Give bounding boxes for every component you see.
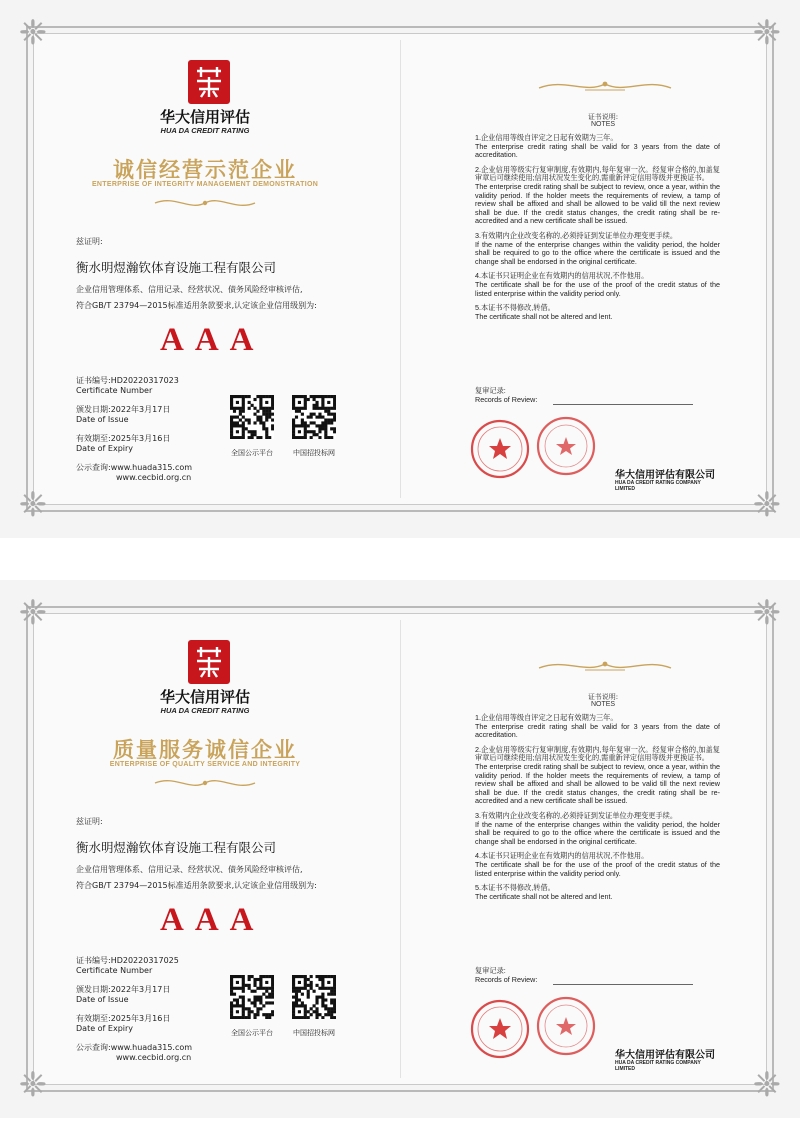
- note-item: 5.本证书不得修改,转借。 The certificate shall not be altered and lent.: [475, 883, 613, 901]
- corner-flourish-icon: ❈: [752, 1065, 782, 1105]
- note-item: 2.企业信用等级实行复审制度,有效期内,每年复审一次。经复审合格的,加盖复审章后可继续使用;信用状况发生变化的,需重新评定信用等级并更换证书。 The enterprise credit rating shall be subject to review, once a year, within the validity period. If the holder meets the requirements of review, a tamp of review shall be affixed and shall be allowed to be valid till the next review shall be due. If the credit status changes, the credit rating shall be re-accredited and a new certificate shall be issued.: [475, 744, 720, 806]
- certificate-title-en: ENTERPRISE OF INTEGRITY MANAGEMENT DEMONSTRATION: [91, 181, 319, 188]
- official-stamp-icon: [535, 995, 597, 1057]
- note-item: 4.本证书只证明企业在有效期内的信用状况,不作他用。 The certificate shall be for the use of the proof of the credit status of the listed enterprise within the validity period only.: [475, 271, 720, 298]
- expiry-date-cn: 有效期至:2025年3月16日: [76, 434, 171, 443]
- issue-date: [76, 405, 170, 425]
- review-record: [475, 386, 537, 404]
- qr2-caption: 中国招投标网: [293, 449, 335, 457]
- gold-ornament-icon: [150, 194, 260, 212]
- notes-title-cn: 证书说明:: [587, 693, 619, 701]
- corner-flourish-icon: ❈: [18, 593, 48, 633]
- expiry-date: [76, 434, 170, 454]
- issue-date-cn: 颁发日期:2022年3月17日: [76, 405, 171, 414]
- review-record: [475, 966, 537, 984]
- corner-flourish-icon: ❈: [18, 485, 48, 525]
- certify-label: 兹证明:: [76, 817, 103, 826]
- qr-code-icon[interactable]: [230, 975, 274, 1019]
- certify-label: 兹证明:: [76, 237, 103, 246]
- gold-ornament-icon: [535, 74, 675, 96]
- brand-name-cn: 华大信用评估: [159, 108, 250, 126]
- review-label-en: Records of Review:: [475, 975, 538, 984]
- footer-company-en: HUA DA CREDIT RATING COMPANY LIMITED: [615, 1060, 701, 1072]
- description-line-1: 企业信用管理体系、信用记录、经营状况、债务风险经审核评估,: [76, 865, 303, 874]
- footer-company-cn: 华大信用评估有限公司: [615, 1050, 715, 1061]
- corner-flourish-icon: ❈: [18, 13, 48, 53]
- company-name: 衡水明煜瀚钦体育设施工程有限公司: [76, 260, 277, 275]
- review-label-cn: 复审记录:: [475, 386, 506, 395]
- query-line-1: 公示查询:www.huada315.com: [76, 463, 193, 472]
- issue-date-en: Date of Issue: [76, 995, 129, 1004]
- cert-number: [76, 376, 179, 396]
- company-name: 衡水明煜瀚钦体育设施工程有限公司: [76, 840, 277, 855]
- issue-date-en: Date of Issue: [76, 415, 129, 424]
- corner-flourish-icon: ❈: [752, 13, 782, 53]
- issue-date-cn: 颁发日期:2022年3月17日: [76, 985, 171, 994]
- note-item: 5.本证书不得修改,转借。 The certificate shall not be altered and lent.: [475, 303, 613, 321]
- certificate-sheet: [0, 580, 800, 1118]
- review-line: [553, 404, 693, 405]
- official-stamp-icon: [469, 998, 531, 1060]
- gold-ornament-icon: [150, 774, 260, 792]
- notes-title-en: NOTES: [590, 701, 616, 708]
- footer-company-cn: 华大信用评估有限公司: [615, 470, 715, 481]
- review-line: [553, 984, 693, 985]
- qr-code-icon[interactable]: [292, 395, 336, 439]
- note-item: 2.企业信用等级实行复审制度,有效期内,每年复审一次。经复审合格的,加盖复审章后可继续使用;信用状况发生变化的,需重新评定信用等级并更换证书。 The enterprise credit rating shall be subject to review, once a year, within the validity period. If the holder meets the requirements of review, a tamp of review shall be affixed and shall be allowed to be valid till the next review shall be due. If the credit status changes, the credit rating shall be re-accredited and a new certificate shall be issued.: [475, 164, 720, 226]
- notes-title-en: NOTES: [590, 121, 616, 128]
- review-label-cn: 复审记录:: [475, 966, 506, 975]
- brand-name-en: HUA DA CREDIT RATING: [160, 706, 250, 715]
- cert-number-cn: 证书编号:HD20220317025: [76, 956, 179, 965]
- query-line-2: www.cecbid.org.cn: [116, 473, 192, 482]
- issue-date: [76, 985, 170, 1005]
- center-fold: [400, 40, 401, 498]
- cert-number-en: Certificate Number: [76, 386, 153, 395]
- note-item: 1.企业信用等级自评定之日起有效期为三年。 The enterprise credit rating shall be valid for 3 years from the date of accreditation.: [475, 713, 720, 740]
- seal-logo-icon: [188, 60, 230, 104]
- center-fold: [400, 620, 401, 1078]
- brand-name-en: HUA DA CREDIT RATING: [160, 126, 250, 135]
- qr-code-icon[interactable]: [230, 395, 274, 439]
- footer-company-en: HUA DA CREDIT RATING COMPANY LIMITED: [615, 480, 701, 492]
- certificate-title: 诚信经营示范企业: [113, 158, 297, 182]
- expiry-date-en: Date of Expiry: [76, 1024, 134, 1033]
- qr1-caption: 全国公示平台: [231, 449, 273, 457]
- note-item: 3.有效期内企业改变名称的,必须持证到发证单位办理变更手续。 If the name of the enterprise changes within the validity period, the holder shall be required to go to the office where the certificate is issued and the change shall be endorsed in the original certificate.: [475, 230, 720, 266]
- note-item: 1.企业信用等级自评定之日起有效期为三年。 The enterprise credit rating shall be valid for 3 years from the date of accreditation.: [475, 133, 720, 160]
- credit-grade: AAA: [160, 902, 265, 938]
- query-info: [76, 463, 192, 483]
- brand-name-cn: 华大信用评估: [159, 688, 250, 706]
- cert-number-cn: 证书编号:HD20220317023: [76, 376, 179, 385]
- qr1-caption: 全国公示平台: [231, 1029, 273, 1037]
- query-info: [76, 1043, 192, 1063]
- official-stamp-icon: [535, 415, 597, 477]
- seal-logo-icon: [188, 640, 230, 684]
- expiry-date-cn: 有效期至:2025年3月16日: [76, 1014, 171, 1023]
- qr2-caption: 中国招投标网: [293, 1029, 335, 1037]
- corner-flourish-icon: ❈: [18, 1065, 48, 1105]
- query-line-2: www.cecbid.org.cn: [116, 1053, 192, 1062]
- cert-number: [76, 956, 179, 976]
- corner-flourish-icon: ❈: [752, 593, 782, 633]
- description-line-2: 符合GB/T 23794—2015标准适用条款要求,认定该企业信用级别为:: [76, 881, 317, 890]
- certificate-title: 质量服务诚信企业: [113, 738, 297, 762]
- official-stamp-icon: [469, 418, 531, 480]
- description-line-1: 企业信用管理体系、信用记录、经营状况、债务风险经审核评估,: [76, 285, 303, 294]
- certificate-title-en: ENTERPRISE OF QUALITY SERVICE AND INTEGRITY: [109, 761, 301, 768]
- description-line-2: 符合GB/T 23794—2015标准适用条款要求,认定该企业信用级别为:: [76, 301, 317, 310]
- qr-code-icon[interactable]: [292, 975, 336, 1019]
- gold-ornament-icon: [535, 654, 675, 676]
- note-item: 3.有效期内企业改变名称的,必须持证到发证单位办理变更手续。 If the name of the enterprise changes within the validity period, the holder shall be required to go to the office where the certificate is issued and the change shall be endorsed in the original certificate.: [475, 810, 720, 846]
- query-line-1: 公示查询:www.huada315.com: [76, 1043, 193, 1052]
- certificate-sheet: [0, 0, 800, 538]
- notes-list: [475, 714, 720, 907]
- expiry-date-en: Date of Expiry: [76, 444, 134, 453]
- corner-flourish-icon: ❈: [752, 485, 782, 525]
- note-item: 4.本证书只证明企业在有效期内的信用状况,不作他用。 The certificate shall be for the use of the proof of the credit status of the listed enterprise within the validity period only.: [475, 851, 720, 878]
- notes-title-cn: 证书说明:: [587, 113, 619, 121]
- notes-list: [475, 134, 720, 327]
- expiry-date: [76, 1014, 170, 1034]
- review-label-en: Records of Review:: [475, 395, 538, 404]
- credit-grade: AAA: [160, 322, 265, 358]
- cert-number-en: Certificate Number: [76, 966, 153, 975]
